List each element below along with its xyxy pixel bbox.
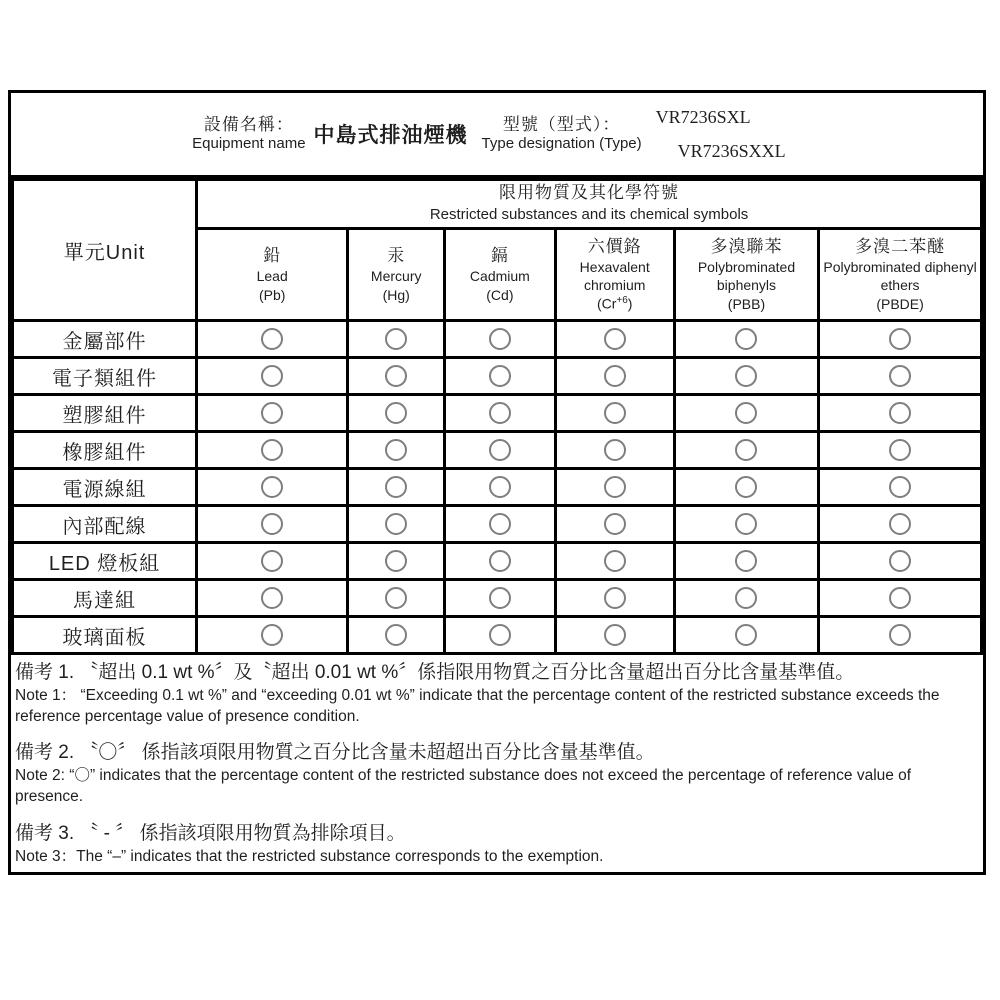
table-row [13, 358, 982, 395]
circle-mark [604, 365, 626, 387]
circle-mark [889, 476, 911, 498]
component-name: LED 燈板組 [13, 543, 197, 580]
substance-status-cell [674, 617, 818, 654]
substance-status-cell [445, 469, 555, 506]
circle-mark [889, 587, 911, 609]
substance-status-cell [445, 580, 555, 617]
substance-status-cell [445, 506, 555, 543]
substance-symbol: $(Cr^{+6})$ [596, 295, 633, 312]
circle-mark [604, 328, 626, 350]
circle-mark [489, 439, 511, 461]
circle-mark [604, 550, 626, 572]
circle-mark [889, 365, 911, 387]
circle-mark [385, 439, 407, 461]
substance-status-cell [555, 358, 674, 395]
substance-status-cell [197, 469, 348, 506]
substance-status-cell [819, 321, 982, 358]
substance-status-cell [674, 580, 818, 617]
note-2-en: Note 2: “〇” indicates that the percentage content of the restricted substance does not exceed the percentage of reference value of presence. [15, 767, 912, 806]
substance-status-cell [819, 580, 982, 617]
substance-status-cell [197, 432, 348, 469]
substance-status-cell [819, 617, 982, 654]
table-row [13, 506, 982, 543]
circle-mark [735, 624, 757, 646]
substance-status-cell [819, 543, 982, 580]
circle-mark [604, 402, 626, 424]
note-3-en: Note 3：The “–” indicates that the restricted substance corresponds to the exemption. [15, 847, 604, 865]
circle-mark [489, 328, 511, 350]
model-number-2: VR7236SXXL [677, 141, 786, 161]
circle-mark [261, 550, 283, 572]
column-header-lead [197, 229, 348, 321]
table-row [13, 580, 982, 617]
substance-status-cell [674, 543, 818, 580]
circle-mark [604, 439, 626, 461]
substance-status-cell [445, 432, 555, 469]
substance-symbol: (Hg) [382, 286, 410, 303]
circle-mark [385, 587, 407, 609]
circle-mark [489, 402, 511, 424]
substance-status-cell [555, 432, 674, 469]
circle-mark [735, 365, 757, 387]
substances-group-header [197, 180, 982, 229]
substance-status-cell [555, 617, 674, 654]
table-row [13, 469, 982, 506]
circle-mark [261, 513, 283, 535]
note-1 [15, 660, 975, 727]
group-header-zh: 限用物質及其化學符號 [499, 183, 680, 203]
substance-symbol: (PBB) [727, 295, 766, 312]
equipment-name-section [11, 114, 478, 154]
substance-zh: 汞 [387, 246, 406, 266]
component-name: 玻璃面板 [13, 617, 197, 654]
note-3-zh: 備考 3. 〝 - 〞 係指該項限用物質為排除項目。 [15, 822, 406, 844]
substance-en: Hexavalent chromium [579, 258, 650, 294]
substance-status-cell [348, 469, 445, 506]
substance-symbol: (PBDE) [876, 295, 924, 312]
circle-mark [385, 328, 407, 350]
circle-mark [735, 476, 757, 498]
circle-mark [735, 328, 757, 350]
component-name: 馬達組 [13, 580, 197, 617]
substance-status-cell [555, 580, 674, 617]
circle-mark [385, 624, 407, 646]
circle-mark [889, 513, 911, 535]
unit-column-header: 單元Unit [13, 180, 197, 321]
circle-mark [261, 624, 283, 646]
component-name: 金屬部件 [13, 321, 197, 358]
circle-mark [261, 365, 283, 387]
equipment-label-en: Equipment name [192, 135, 306, 153]
circle-mark [261, 476, 283, 498]
type-label-zh: 型號（型式）： [502, 115, 621, 134]
declaration-sheet [8, 90, 986, 875]
substance-status-cell [555, 506, 674, 543]
substance-status-cell [674, 395, 818, 432]
circle-mark [489, 513, 511, 535]
circle-mark [604, 587, 626, 609]
substance-status-cell [197, 543, 348, 580]
substance-status-cell [819, 469, 982, 506]
substance-zh: 多溴二苯醚 [855, 237, 946, 257]
substance-status-cell [348, 580, 445, 617]
circle-mark [261, 328, 283, 350]
substance-status-cell [445, 617, 555, 654]
notes-section [11, 655, 983, 872]
circle-mark [385, 513, 407, 535]
note-2-zh: 備考 2. 〝〇〞 係指該項限用物質之百分比含量未超超出百分比含量基準值。 [15, 742, 655, 764]
component-name: 內部配線 [13, 506, 197, 543]
table-row [13, 617, 982, 654]
circle-mark [735, 513, 757, 535]
component-name: 電子類組件 [13, 358, 197, 395]
type-label-en: Type designation (Type) [481, 135, 642, 153]
model-numbers [655, 107, 786, 161]
circle-mark [385, 402, 407, 424]
column-header-mercury [348, 229, 445, 321]
table-row [13, 543, 982, 580]
column-header-hexavalent-chromium [555, 229, 674, 321]
note-3 [15, 821, 975, 868]
column-header-pbb [674, 229, 818, 321]
equipment-label-zh: 設備名稱： [203, 115, 294, 134]
substance-status-cell [555, 543, 674, 580]
substance-status-cell [348, 321, 445, 358]
substance-status-cell [819, 358, 982, 395]
substance-status-cell [348, 543, 445, 580]
substance-status-cell [197, 358, 348, 395]
substance-status-cell [555, 395, 674, 432]
substance-zh: 六價鉻 [587, 236, 642, 256]
substance-status-cell [348, 358, 445, 395]
substance-status-cell [348, 506, 445, 543]
note-2 [15, 740, 975, 807]
group-header-en: Restricted substances and its chemical symbols [429, 206, 749, 224]
type-designation-labels [482, 114, 642, 154]
substance-en: Mercury [370, 268, 422, 285]
substance-symbol: (Pb) [258, 286, 286, 303]
circle-mark [489, 550, 511, 572]
substance-status-cell [445, 395, 555, 432]
substance-status-cell [445, 321, 555, 358]
column-header-cadmium [445, 229, 555, 321]
substance-status-cell [555, 321, 674, 358]
document-header [11, 93, 983, 178]
circle-mark [889, 328, 911, 350]
circle-mark [735, 402, 757, 424]
substance-status-cell [674, 321, 818, 358]
circle-mark [735, 587, 757, 609]
substance-zh: 多溴聯苯 [710, 237, 783, 257]
circle-mark [735, 550, 757, 572]
component-name: 橡膠組件 [13, 432, 197, 469]
substance-status-cell [197, 321, 348, 358]
type-designation-section [478, 107, 983, 161]
substance-en: Cadmium [469, 268, 530, 285]
substance-status-cell [348, 395, 445, 432]
circle-mark [261, 439, 283, 461]
model-number-1: VR7236SXL [655, 107, 751, 127]
component-name: 電源線組 [13, 469, 197, 506]
substance-status-cell [674, 506, 818, 543]
table-row [13, 432, 982, 469]
substance-status-cell [197, 506, 348, 543]
group-header-row [13, 180, 982, 229]
substance-en: Polybrominated biphenyls [697, 259, 796, 294]
circle-mark [489, 365, 511, 387]
circle-mark [385, 476, 407, 498]
substance-status-cell [197, 580, 348, 617]
note-1-zh: 備考 1. 〝超出 0.1 wt %〞及〝超出 0.01 wt %〞係指限用物質之百分比含量超出百分比含量基準值。 [15, 662, 855, 683]
column-header-pbde [819, 229, 982, 321]
circle-mark [385, 365, 407, 387]
substance-status-cell [674, 469, 818, 506]
circle-mark [385, 550, 407, 572]
substance-en: Lead [256, 268, 288, 285]
substance-status-cell [674, 432, 818, 469]
circle-mark [889, 624, 911, 646]
circle-mark [889, 550, 911, 572]
substance-status-cell [674, 358, 818, 395]
circle-mark [489, 624, 511, 646]
circle-mark [604, 476, 626, 498]
circle-mark [604, 624, 626, 646]
substance-zh: 鉛 [263, 246, 282, 266]
substance-status-cell [445, 358, 555, 395]
substance-en: Polybrominated diphenyl ethers [823, 259, 977, 294]
circle-mark [889, 402, 911, 424]
substance-status-cell [197, 395, 348, 432]
table-row [13, 395, 982, 432]
substance-status-cell [819, 432, 982, 469]
circle-mark [604, 513, 626, 535]
substance-status-cell [819, 395, 982, 432]
equipment-name-labels [192, 114, 305, 154]
component-name: 塑膠組件 [13, 395, 197, 432]
circle-mark [261, 402, 283, 424]
restricted-substances-table [11, 178, 983, 655]
circle-mark [735, 439, 757, 461]
substance-zh: 鎘 [490, 246, 509, 266]
note-1-en: Note 1： “Exceeding 0.1 wt %” and “exceeding 0.01 wt %” indicate that the percentage content of the restricted substance exceeds the reference percentage value of presence condition. [15, 686, 940, 725]
substance-status-cell [348, 617, 445, 654]
substance-status-cell [555, 469, 674, 506]
substance-status-cell [819, 506, 982, 543]
substance-status-cell [197, 617, 348, 654]
substance-status-cell [348, 432, 445, 469]
equipment-name-value: 中島式排油煙機 [313, 124, 468, 147]
circle-mark [261, 587, 283, 609]
circle-mark [489, 476, 511, 498]
substance-status-cell [445, 543, 555, 580]
substance-symbol: (Cd) [486, 286, 514, 303]
table-row [13, 321, 982, 358]
circle-mark [889, 439, 911, 461]
circle-mark [489, 587, 511, 609]
